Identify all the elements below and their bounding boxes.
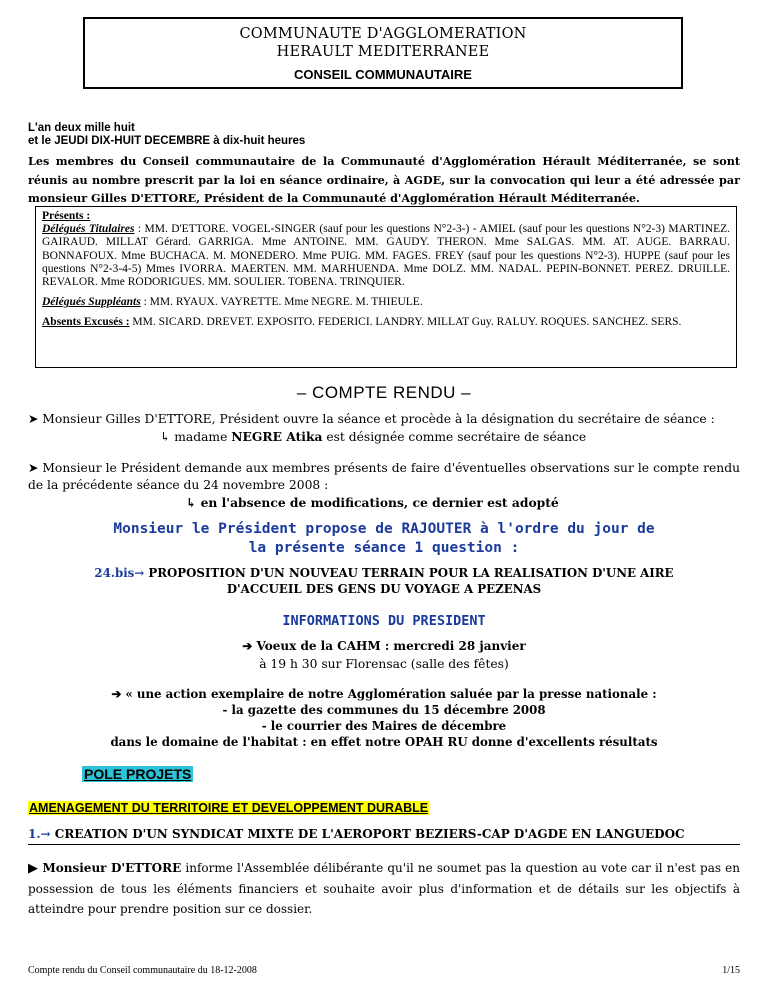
- header-line2: HERAULT MEDITERRANEE: [276, 44, 490, 60]
- right-arrow-icon: →: [134, 566, 145, 580]
- adopted-line: ↳ en l'absence de modifications, ce dernier est adopté: [186, 495, 559, 510]
- triangle-icon: ▶: [28, 861, 39, 876]
- presents-label: Présents :: [42, 210, 91, 222]
- arrowhead-icon: ➤: [28, 461, 39, 475]
- item-24bis-number: 24.bis: [94, 566, 135, 580]
- secretary-line: ↳ madame NEGRE Atika est désignée comme secrétaire de séance: [160, 429, 587, 444]
- suppleants-text: : MM. RYAUX. VAYRETTE. Mme NEGRE. M. THIEULE.: [140, 296, 423, 309]
- intro-paragraph: Les membres du Conseil communautaire de la Communauté d'Agglomération Hérault Méditerranée, se sont réunis au nombre prescrit par la loi en séance ordinaire, à AGDE, sur la convocation qui leur a été adressée par monsieur Gilles D'ETTORE, Président de la Communauté d'Agglomération Hérault Méditerranée.: [28, 154, 740, 205]
- date-line2: et le JEUDI DIX-HUIT DECEMBRE à dix-huit heures: [28, 135, 306, 147]
- item-1-text: ▶ Monsieur D'ETTORE informe l'Assemblée délibérante qu'il ne soumet pas la question au vote car il n'est pas en possession de tous les éléments financiers et souhaite avoir plus d'information et de détails sur les objectifs à atteindre pour prendre position sur ce dossier.: [28, 861, 740, 916]
- excuses-text: MM. SICARD. DREVET. EXPOSITO. FEDERICI. LANDRY. MILLAT Guy. RALUY. ROQUES. SANCHEZ. SERS.: [129, 316, 682, 329]
- item-24bis-line2: D'ACCUEIL DES GENS DU VOYAGE A PEZENAS: [226, 582, 542, 596]
- action-line3: - le courrier des Maires de décembre: [261, 719, 507, 733]
- arrowhead-icon: ➤: [28, 412, 39, 426]
- action-line4: dans le domaine de l'habitat : en effet notre OPAH RU donne d'excellents résultats: [110, 735, 658, 749]
- suppleants-label: Délégués Suppléants: [42, 296, 141, 309]
- footer-left: Compte rendu du Conseil communautaire du 18-12-2008: [28, 965, 257, 976]
- date-line1: L'an deux mille huit: [28, 122, 135, 134]
- titulaires-label: Délégués Titulaires: [42, 223, 135, 236]
- header-line1: COMMUNAUTE D'AGGLOMERATION: [239, 26, 527, 42]
- bold-arrow-icon: ➔: [242, 639, 253, 653]
- titulaires-text: : MM. D'ETTORE. VOGEL-SINGER (sauf pour les questions N°2-3-) - AMIEL (sauf pour les questions N°2-3) MARTINEZ. GAIRAUD. MILLAT Gérard. GARRIGA. Mme ANTOINE. MM. GAUDY. THERON. Mme SALGAS. MM. AT. AUGE. BARRAU. BONNAFOUX. Mme BUCHACA. M. MONEDERO. Mme PUIG. MM. FAGES. FREY (sauf pour les questions N°2-3). HUPPE (sauf pour les questions N°2-3-4-5) Mmes IVORRA. MAERTEN. MM. MARHUENDA. Mme DOLZ. MM. NADAL. PEPIN-BONNET. PEREZ. DRUILLE. REVALOR. Mme RODORIGUES. MM. SOULIER. TOBENA. TRINQUIER.: [42, 223, 730, 289]
- action-line2: - la gazette des communes du 15 décembre 2008: [222, 703, 546, 717]
- item-1-title: 1.→ CREATION D'UN SYNDICAT MIXTE DE L'AEROPORT BEZIERS-CAP D'AGDE EN LANGUEDOC: [28, 827, 740, 845]
- item-24bis: 24.bis→ PROPOSITION D'UN NOUVEAU TERRAIN POUR LA REALISATION D'UNE AIRE: [94, 566, 674, 580]
- infos-title: INFORMATIONS DU PRESIDENT: [282, 613, 486, 629]
- hook-arrow-icon: ↳: [160, 430, 171, 444]
- rajout-line2: la présente séance 1 question :: [248, 540, 520, 556]
- page-number: 1/15: [722, 965, 740, 976]
- attendance-box: [35, 206, 737, 368]
- hook-arrow-icon: ↳: [186, 495, 197, 510]
- action-line1: ➔ « une action exemplaire de notre Agglomération saluée par la presse nationale :: [111, 687, 657, 701]
- rajout-line1: Monsieur le Président propose de RAJOUTER à l'ordre du jour de: [113, 521, 655, 537]
- pole-projets-heading: POLE PROJETS: [84, 766, 192, 782]
- document-header: [83, 17, 683, 89]
- compte-rendu-title: – COMPTE RENDU –: [296, 383, 472, 402]
- paragraph-previous-minutes: ➤ Monsieur le Président demande aux membres présents de faire d'éventuelles observations sur le compte rendu de la précédente séance du 24 novembre 2008 :: [28, 461, 740, 492]
- voeux-line2: à 19 h 30 sur Florensac (salle des fêtes): [259, 657, 509, 671]
- header-line3: CONSEIL COMMUNAUTAIRE: [294, 67, 472, 82]
- excuses-label: Absents Excusés :: [42, 316, 130, 329]
- voeux-line1: ➔ Voeux de la CAHM : mercredi 28 janvier: [242, 639, 526, 653]
- amenagement-heading: AMENAGEMENT DU TERRITOIRE ET DEVELOPPEMENT DURABLE: [29, 801, 429, 815]
- bold-arrow-icon: ➔: [111, 687, 122, 701]
- paragraph-opening: ➤ Monsieur Gilles D'ETTORE, Président ouvre la séance et procède à la désignation du secrétaire de séance :: [28, 412, 715, 426]
- right-arrow-icon: →: [40, 827, 51, 841]
